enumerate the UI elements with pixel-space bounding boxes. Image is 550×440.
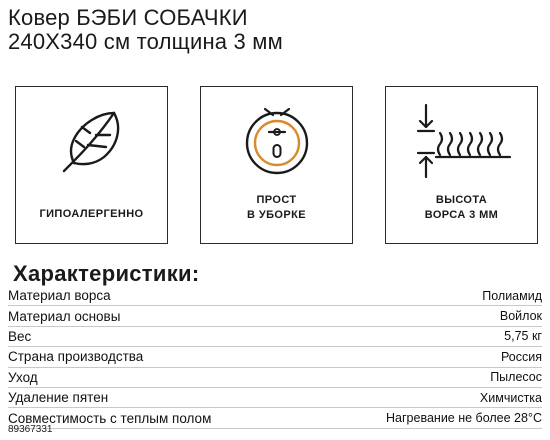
spec-row: [8, 327, 542, 347]
feature-label: [386, 193, 537, 223]
spec-key: Материал ворса: [8, 288, 111, 304]
feature-card-easy-cleaning: [200, 86, 353, 244]
spec-row: [8, 306, 542, 326]
spec-key: Удаление пятен: [8, 390, 109, 406]
specs-table: [8, 286, 542, 429]
spec-key: Совместимость с теплым полом: [8, 410, 212, 426]
spec-value: Пылесос: [490, 370, 542, 385]
spec-key: Вес: [8, 328, 32, 344]
feature-label: ГИПОАЛЕРГЕННО: [39, 208, 144, 220]
feature-card-pile-height: [385, 86, 538, 244]
spec-value: Нагревание не более 28°C: [386, 411, 542, 426]
pile-height-icon: [386, 95, 537, 187]
sku-number: 89367331: [8, 424, 53, 435]
spec-value: 5,75 кг: [504, 329, 542, 344]
spec-key: Уход: [8, 369, 38, 385]
feature-label-line-2: ВОРСА 3 ММ: [424, 209, 499, 221]
feature-label-line-1: ВЫСОТА: [435, 194, 488, 206]
spec-row: [8, 408, 542, 428]
spec-value: Полиамид: [482, 288, 542, 303]
product-title: [8, 6, 283, 54]
feature-label: [201, 193, 352, 223]
feature-label-line-1: ПРОСТ: [256, 194, 297, 206]
spec-value: Войлок: [499, 309, 542, 324]
feature-card-hypoallergenic: [15, 86, 168, 244]
spec-row: [8, 368, 542, 388]
product-title-line-1: Ковер БЭБИ СОБАЧКИ: [8, 5, 248, 30]
feather-icon: [16, 95, 167, 187]
spec-value: Химчистка: [479, 390, 542, 405]
spec-key: Страна производства: [8, 349, 144, 365]
product-title-line-2: 240X340 см толщина 3 мм: [8, 29, 283, 54]
robot-vacuum-icon: [201, 95, 352, 187]
spec-row: [8, 388, 542, 408]
spec-row: [8, 286, 542, 306]
feature-cards: [15, 86, 538, 246]
feature-label-line-2: В УБОРКЕ: [247, 209, 306, 221]
spec-value: Россия: [501, 349, 542, 364]
spec-key: Материал основы: [8, 308, 121, 324]
specs-heading: Характеристики:: [13, 261, 200, 286]
spec-row: [8, 347, 542, 367]
